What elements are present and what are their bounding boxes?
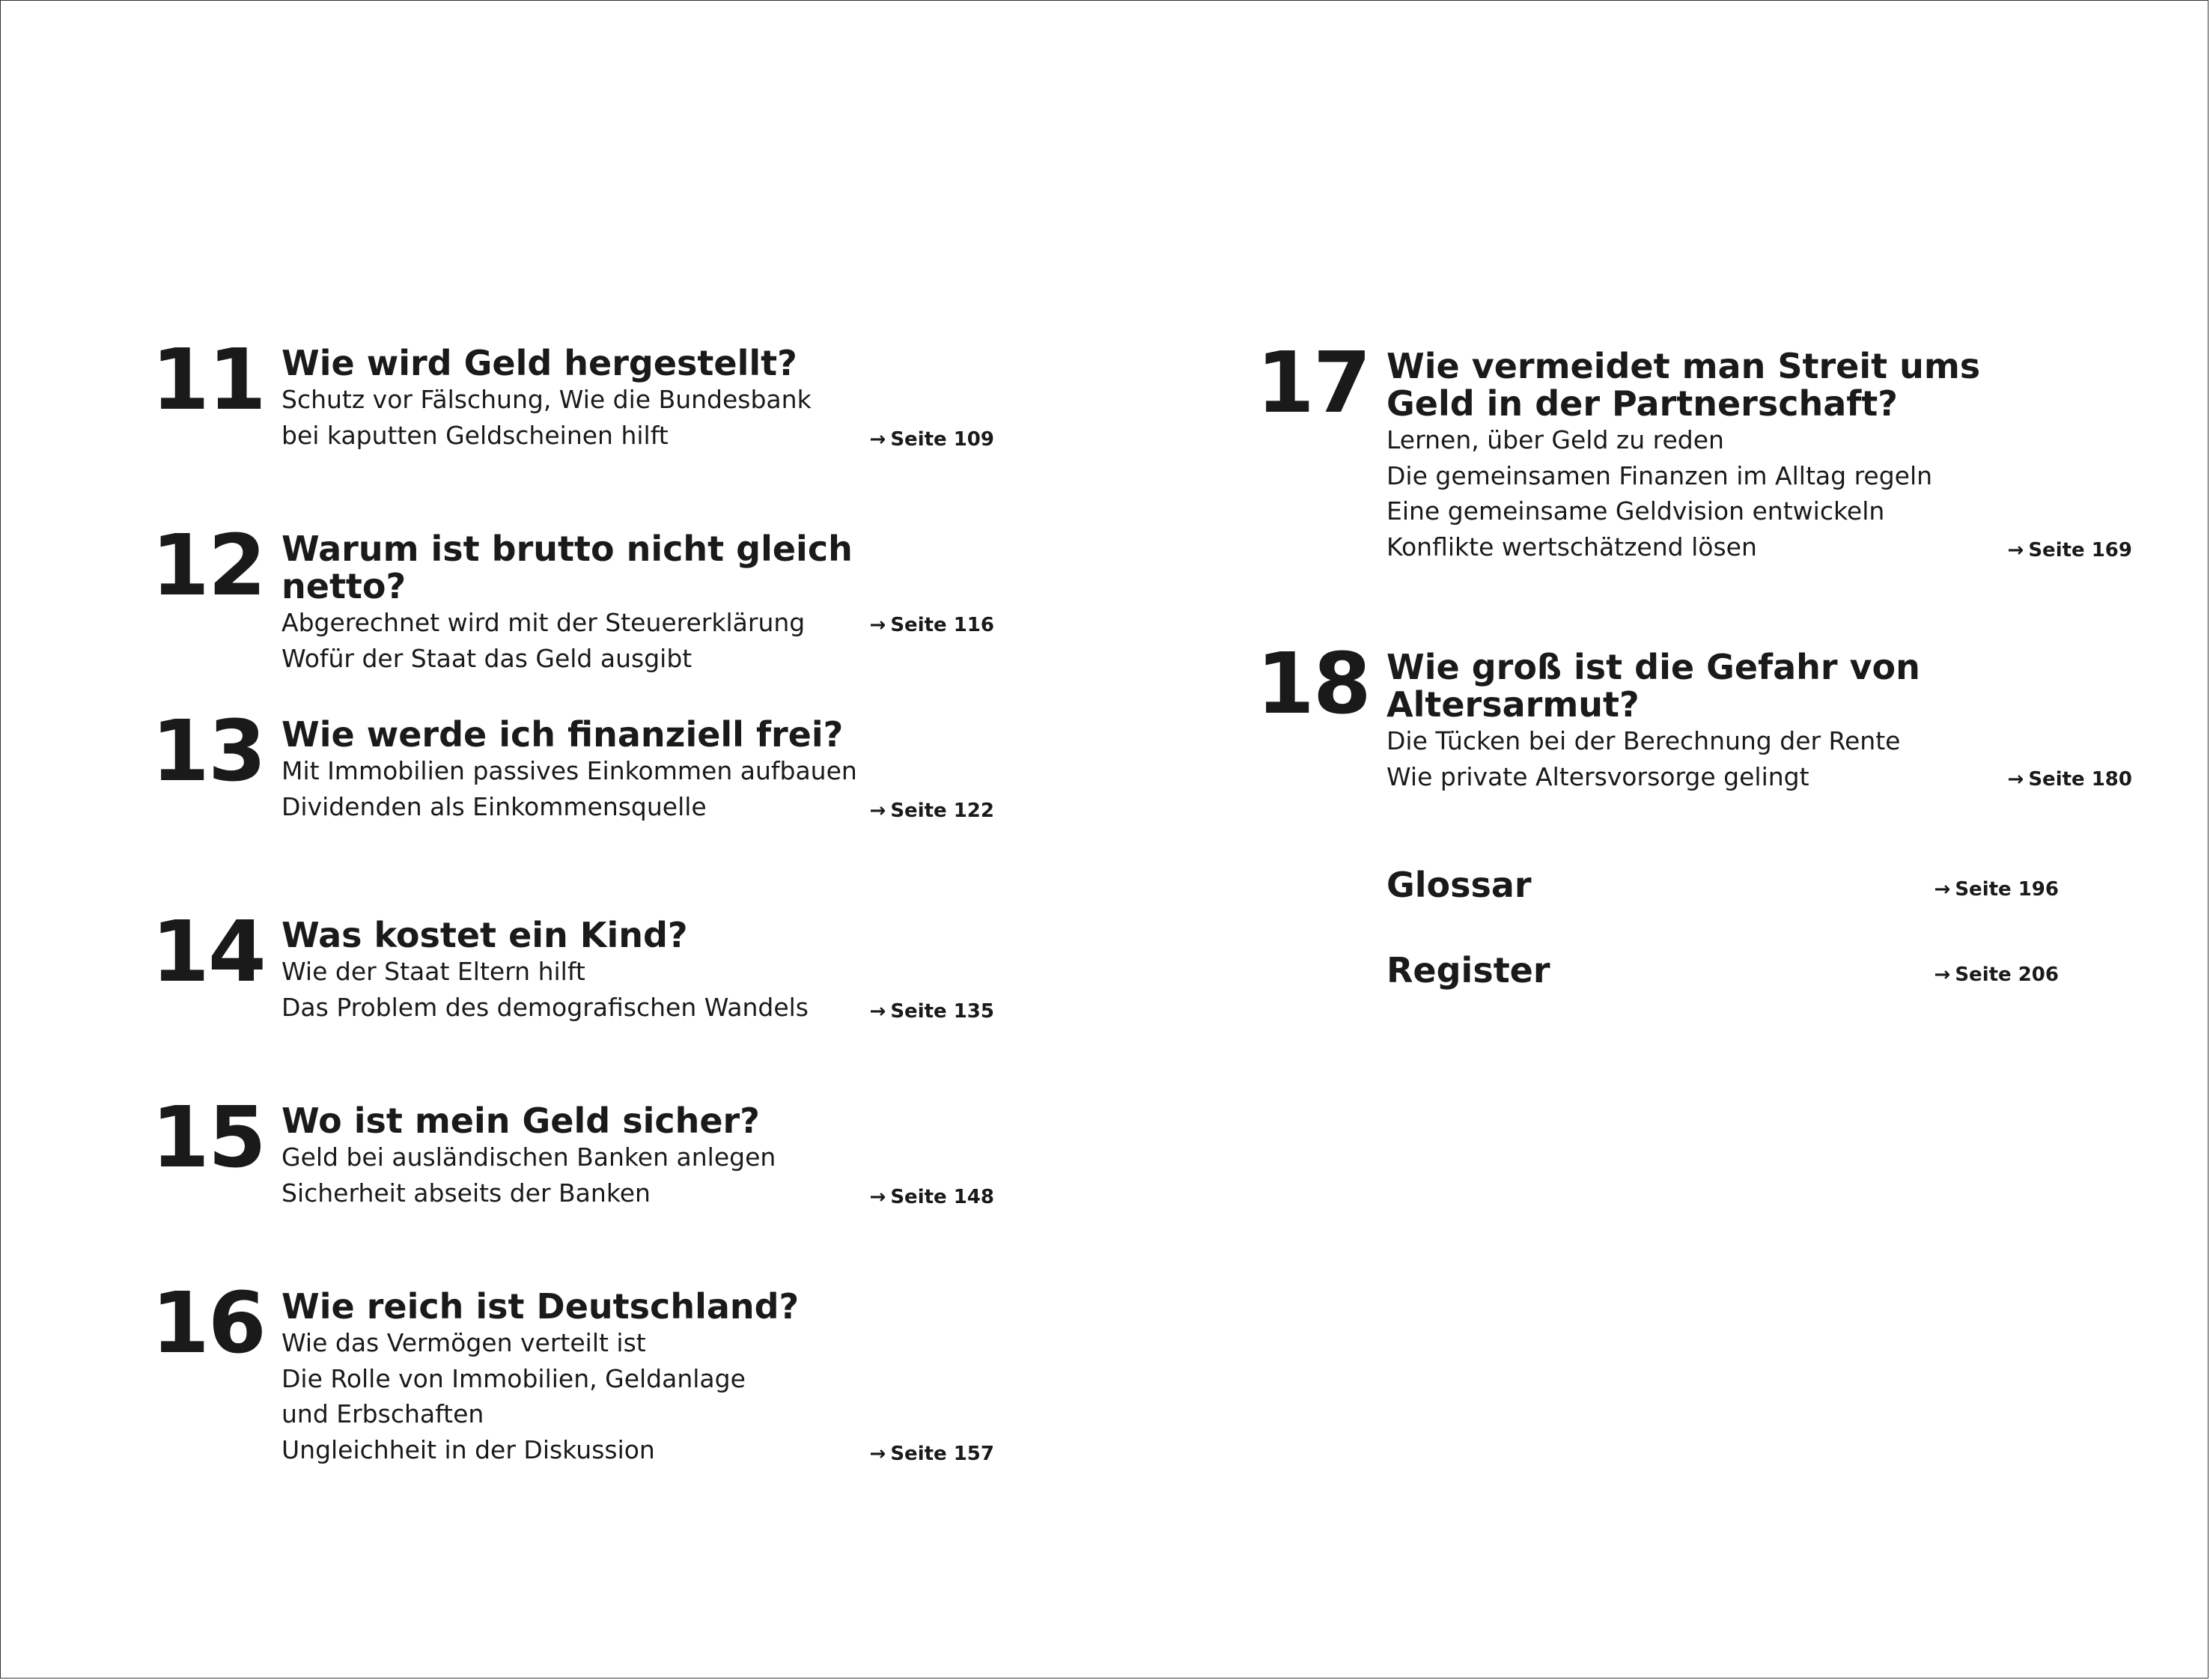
subtopic-line: Eine gemeinsame Geldvision entwickeln bbox=[1386, 496, 1885, 526]
chapter-number: 11 bbox=[151, 332, 265, 429]
section-title: Glossar bbox=[1386, 865, 1532, 905]
section-title: Register bbox=[1386, 950, 1550, 990]
entry-body bbox=[1386, 648, 2080, 794]
page-reference[interactable] bbox=[870, 428, 994, 451]
chapter-title: Wie werde ich finanziell frei? bbox=[281, 714, 844, 755]
chapter-number: 13 bbox=[151, 703, 265, 800]
chapter-title: Wie groß ist die Gefahr von bbox=[1386, 647, 1920, 687]
chapter-title-line-2: Geld in der Partnerschaft? bbox=[1386, 383, 1898, 424]
page-ref-label: Seite 157 bbox=[890, 1443, 994, 1465]
subtopic-line: Das Problem des demografischen Wandels bbox=[281, 992, 809, 1022]
subtopic-line: Die Rolle von Immobilien, Geldanlage bbox=[281, 1363, 746, 1393]
page-ref-label: Seite 169 bbox=[2028, 539, 2132, 561]
arrow-right-icon: → bbox=[869, 800, 886, 822]
chapter-number: 14 bbox=[151, 904, 265, 1001]
page-reference[interactable] bbox=[2008, 768, 2132, 791]
page-reference[interactable] bbox=[1934, 878, 2059, 901]
page-ref-label: Seite 109 bbox=[890, 428, 994, 451]
arrow-right-icon: → bbox=[1934, 878, 1951, 901]
subtopic-line: Abgerechnet wird mit der Steuererklärung bbox=[281, 608, 806, 637]
page-ref-label: Seite 180 bbox=[2028, 768, 2132, 791]
chapter-title: Wie wird Geld hergestellt? bbox=[281, 343, 797, 383]
page-ref-label: Seite 135 bbox=[890, 1000, 994, 1023]
page-reference[interactable] bbox=[870, 800, 994, 822]
subtopic-line: Geld bei ausländischen Banken anlegen bbox=[281, 1142, 776, 1172]
subtopic-line: Wie das Vermögen verteilt ist bbox=[281, 1328, 646, 1357]
subtopic-line: Ungleichheit in der Diskussion bbox=[281, 1434, 655, 1464]
subtopic-line: Wofür der Staat das Geld ausgibt bbox=[281, 643, 692, 673]
toc-entry-register[interactable] bbox=[1386, 952, 2059, 989]
page-reference[interactable] bbox=[870, 614, 994, 636]
chapter-title: Warum ist brutto nicht gleich netto? bbox=[281, 529, 853, 606]
arrow-right-icon: → bbox=[869, 428, 886, 451]
chapter-title: Wie vermeidet man Streit ums bbox=[1386, 346, 1981, 386]
subtopic-line: Dividenden als Einkommensquelle bbox=[281, 791, 707, 821]
subtopic-list bbox=[1386, 422, 2080, 564]
arrow-right-icon: → bbox=[2007, 539, 2024, 561]
page-reference[interactable] bbox=[2008, 539, 2132, 561]
page-ref-label: Seite 148 bbox=[890, 1186, 994, 1208]
chapter-title: Was kostet ein Kind? bbox=[281, 915, 688, 955]
page-ref-label: Seite 206 bbox=[1955, 964, 2059, 986]
chapter-number: 17 bbox=[1256, 335, 1370, 432]
chapter-title: Wie reich ist Deutschland? bbox=[281, 1286, 800, 1327]
toc-entry-glossar[interactable] bbox=[1386, 866, 2059, 904]
subtopic-line: Schutz vor Fälschung, Wie die Bundesbank bbox=[281, 385, 812, 414]
page-ref-label: Seite 116 bbox=[890, 614, 994, 636]
chapter-title: Wo ist mein Geld sicher? bbox=[281, 1101, 760, 1141]
entry-body bbox=[1386, 347, 2080, 564]
subtopic-line: Wie der Staat Eltern hilft bbox=[281, 957, 585, 986]
entry-body bbox=[281, 1288, 975, 1467]
entry-body bbox=[281, 530, 975, 676]
chapter-number: 15 bbox=[151, 1089, 265, 1187]
subtopic-line: Wie private Altersvorsorge gelingt bbox=[1386, 761, 1809, 791]
subtopic-line: Sicherheit abseits der Banken bbox=[281, 1178, 651, 1208]
arrow-right-icon: → bbox=[1934, 964, 1951, 986]
subtopic-line: Konflikte wertschätzend lösen bbox=[1386, 532, 1757, 561]
subtopic-line: Die gemeinsamen Finanzen im Alltag regeln bbox=[1386, 460, 1933, 490]
arrow-right-icon: → bbox=[2007, 768, 2024, 791]
subtopic-list bbox=[1386, 723, 2080, 794]
page-ref-label: Seite 196 bbox=[1955, 878, 2059, 901]
arrow-right-icon: → bbox=[869, 1000, 886, 1023]
subtopic-line: Lernen, über Geld zu reden bbox=[1386, 425, 1724, 454]
chapter-number: 16 bbox=[151, 1275, 265, 1372]
subtopic-line: Die Tücken bei der Berechnung der Rente bbox=[1386, 726, 1901, 755]
page-reference[interactable] bbox=[870, 1186, 994, 1208]
subtopic-line: Mit Immobilien passives Einkommen aufbauen bbox=[281, 756, 857, 785]
page-reference[interactable] bbox=[1934, 964, 2059, 986]
chapter-number: 12 bbox=[151, 517, 265, 615]
arrow-right-icon: → bbox=[869, 1186, 886, 1208]
page-reference[interactable] bbox=[870, 1000, 994, 1023]
chapter-title-line-2: Altersarmut? bbox=[1386, 684, 1640, 725]
page-reference[interactable] bbox=[870, 1443, 994, 1465]
arrow-right-icon: → bbox=[869, 1443, 886, 1465]
arrow-right-icon: → bbox=[869, 614, 886, 636]
subtopic-line: bei kaputten Geldscheinen hilft bbox=[281, 420, 669, 450]
page-ref-label: Seite 122 bbox=[890, 800, 994, 822]
subtopic-line: und Erbschaften bbox=[281, 1399, 484, 1428]
chapter-number: 18 bbox=[1256, 636, 1370, 733]
